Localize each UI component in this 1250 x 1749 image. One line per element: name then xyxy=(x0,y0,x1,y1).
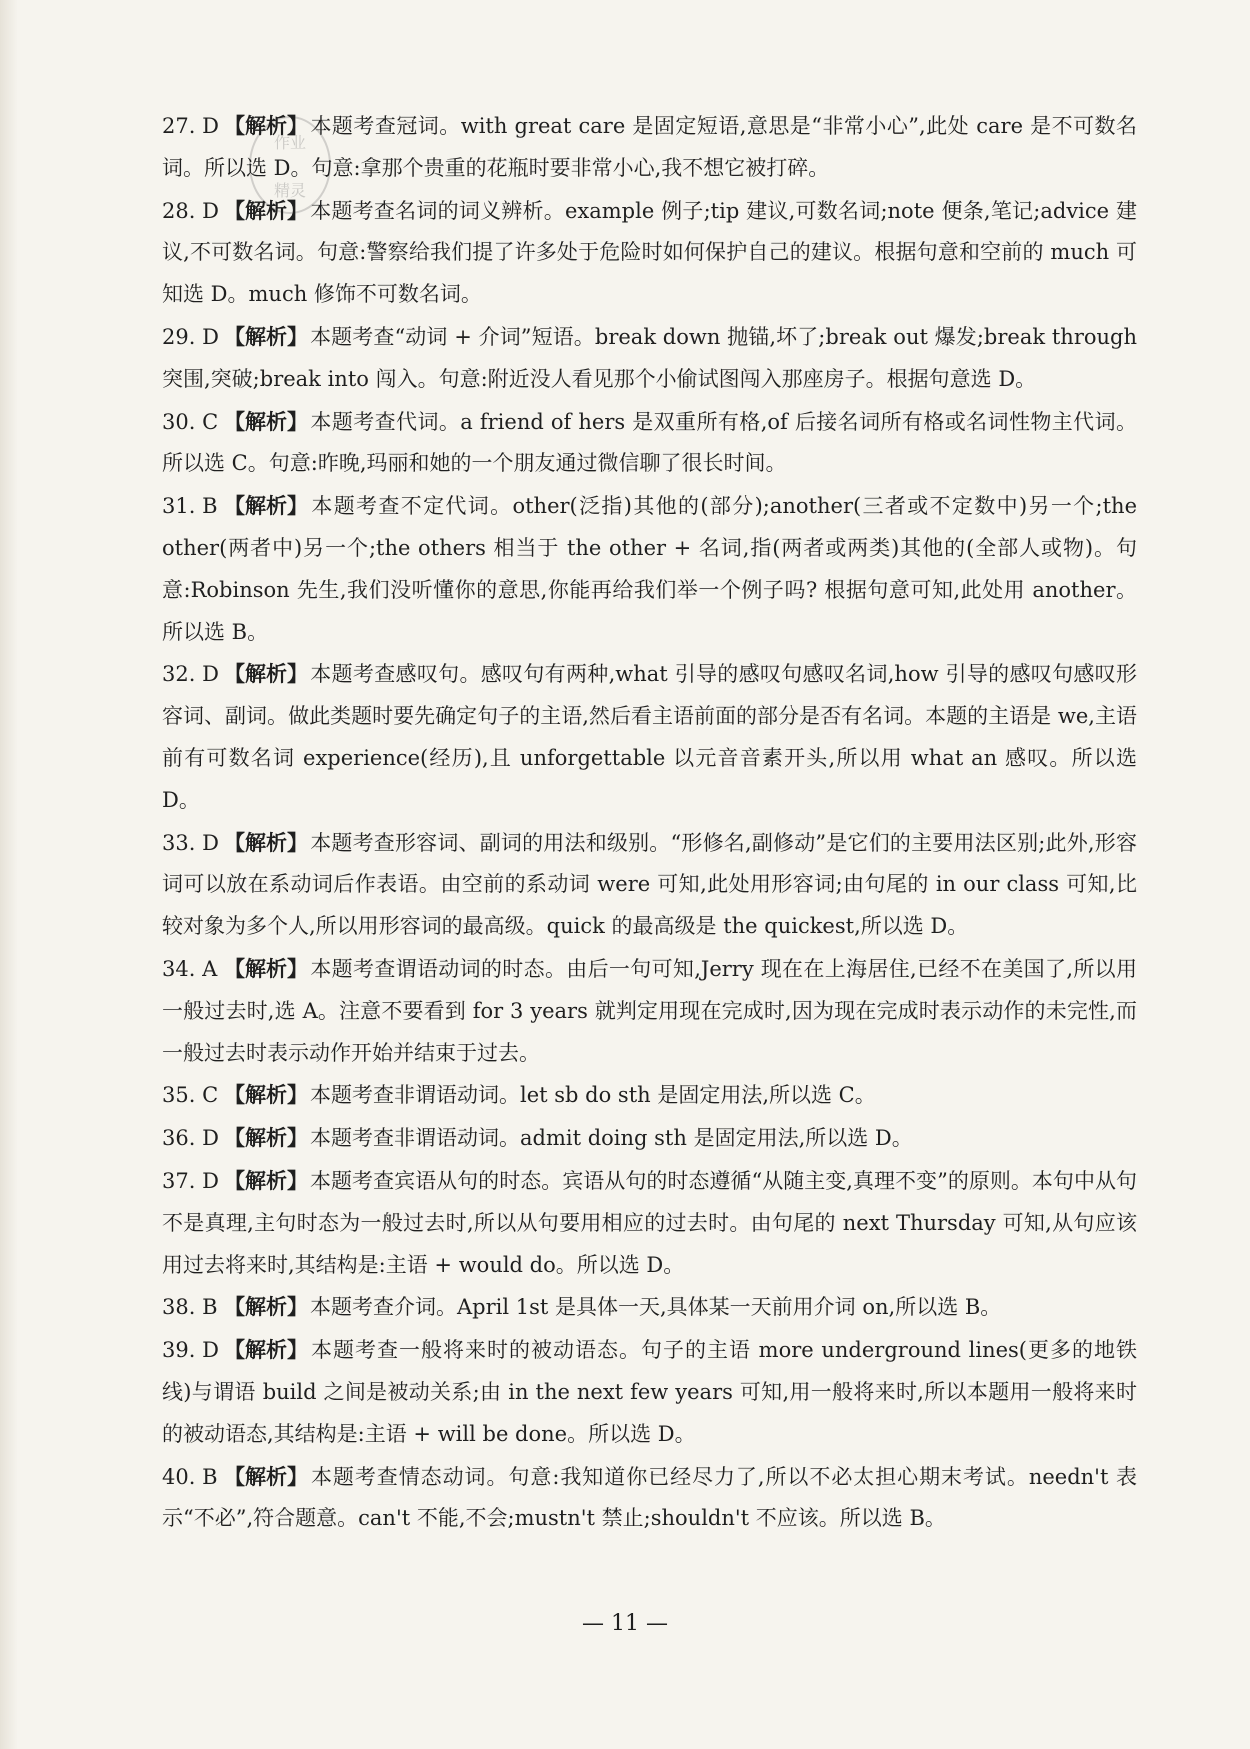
analysis-tag: 【解析】 xyxy=(224,1463,308,1489)
analysis-tag: 【解析】 xyxy=(224,1337,308,1363)
question-number: 39. D xyxy=(162,1338,219,1363)
question-number: 31. B xyxy=(162,494,218,519)
explanation-text: 本题考查代词。a friend of hers 是双重所有格,of 后接名词所有格或名词性物主代词。所以选 C。句意:昨晚,玛丽和她的一个朋友通过微信聊了很长时间。 xyxy=(162,409,1137,476)
explanation-item-31 xyxy=(162,485,1137,653)
question-number: 29. D xyxy=(162,324,219,349)
explanation-text: 本题考查宾语从句的时态。宾语从句的时态遵循“从随主变,真理不变”的原则。本句中从句不是真理,主句时态为一般过去时,所以从句要用相应的过去时。由句尾的 next Thursday 可知,从句应该用过去将来时,其结构是:主语 + would do。所以选 D。 xyxy=(162,1168,1137,1277)
analysis-tag: 【解析】 xyxy=(224,323,308,349)
explanation-text: 本题考查介词。April 1st 是具体一天,具体某一天前用介词 on,所以选 B。 xyxy=(310,1295,1002,1320)
question-number: 37. D xyxy=(162,1168,219,1193)
explanation-text: 本题考查冠词。with great care 是固定短语,意思是“非常小心”,此处 care 是不可数名词。所以选 D。句意:拿那个贵重的花瓶时要非常小心,我不想它被打碎。 xyxy=(162,114,1137,180)
explanation-text: 本题考查非谓语动词。admit doing sth 是固定用法,所以选 D。 xyxy=(310,1126,913,1151)
explanation-item-30 xyxy=(162,401,1137,486)
explanation-item-29 xyxy=(162,316,1137,401)
explanation-text: 本题考查谓语动词的时态。由后一句可知,Jerry 现在在上海居住,已经不在美国了,所以用一般过去时,选 A。注意不要看到 for 3 years 就判定用现在完成时,因为现在完成时表示动作的未完性,而一般过去时表示动作开始并结束于过去。 xyxy=(162,956,1137,1065)
explanation-item-34 xyxy=(162,948,1137,1074)
explanation-text: 本题考查非谓语动词。let sb do sth 是固定用法,所以选 C。 xyxy=(310,1083,876,1108)
question-number: 28. D xyxy=(162,198,219,223)
explanation-text: 本题考查形容词、副词的用法和级别。“形修名,副修动”是它们的主要用法区别;此外,形容词可以放在系动词后作表语。由空前的系动词 were 可知,此处用形容词;由句尾的 in our class 可知,比较对象为多个人,所以用形容词的最高级。quick 的最高级是 the quickest,所以选 D。 xyxy=(162,830,1137,939)
explanation-text: 本题考查“动词 + 介词”短语。break down 抛锚,坏了;break out 爆发;break through 突围,突破;break into 闯入。句意:附近没人看见那个小偷试图闯入那座房子。根据句意选 D。 xyxy=(162,324,1137,391)
analysis-tag: 【解析】 xyxy=(224,955,308,981)
question-number: 35. C xyxy=(162,1083,219,1108)
explanation-text: 本题考查情态动词。句意:我知道你已经尽力了,所以不必太担心期末考试。needn't 表示“不必”,符合题意。can't 不能,不会;mustn't 禁止;shouldn't 不应该。所以选 B。 xyxy=(162,1464,1137,1531)
svg-text:作业: 作业 xyxy=(273,133,307,152)
explanation-item-37 xyxy=(162,1160,1137,1286)
svg-text:精灵: 精灵 xyxy=(273,181,307,200)
analysis-tag: 【解析】 xyxy=(224,408,308,434)
question-number: 30. C xyxy=(162,409,219,434)
analysis-tag: 【解析】 xyxy=(224,661,308,687)
question-number: 34. A xyxy=(162,956,218,981)
explanation-text: 本题考查不定代词。other(泛指)其他的(部分);another(三者或不定数中)另一个;the other(两者中)另一个;the others 相当于 the other + 名词,指(两者或两类)其他的(全部人或物)。句意:Robinson 先生,我们没听懂你的意思,你能再给我们举一个例子吗? 根据句意可知,此处用 another。所以选 B。 xyxy=(162,494,1137,644)
explanation-item-35 xyxy=(162,1074,1137,1117)
question-number: 38. B xyxy=(162,1295,218,1320)
analysis-tag: 【解析】 xyxy=(224,1125,308,1151)
question-number: 36. D xyxy=(162,1126,219,1151)
analysis-tag: 【解析】 xyxy=(224,1294,308,1320)
explanation-text: 本题考查名词的词义辨析。example 例子;tip 建议,可数名词;note 便条,笔记;advice 建议,不可数名词。句意:警察给我们提了许多处于危险时如何保护自己的建议。根据句意和空前的 much 可知选 D。much 修饰不可数名词。 xyxy=(162,198,1137,307)
explanation-item-40 xyxy=(162,1456,1137,1541)
explanation-item-27 xyxy=(162,105,1137,190)
explanation-item-28 xyxy=(162,190,1137,316)
analysis-tag: 【解析】 xyxy=(224,493,308,519)
question-number: 33. D xyxy=(162,830,219,855)
explanation-text: 本题考查感叹句。感叹句有两种,what 引导的感叹句感叹名词,how 引导的感叹句感叹形容词、副词。做此类题时要先确定句子的主语,然后看主语前面的部分是否有名词。本题的主语是 we,主语前有可数名词 experience(经历),且 unforgettable 以元音音素开头,所以用 what an 感叹。所以选 D。 xyxy=(162,662,1137,812)
explanation-item-36 xyxy=(162,1117,1137,1160)
analysis-tag: 【解析】 xyxy=(224,1082,308,1108)
question-number: 32. D xyxy=(162,662,219,687)
explanation-item-39 xyxy=(162,1329,1137,1455)
explanation-text: 本题考查一般将来时的被动语态。句子的主语 more underground lines(更多的地铁线)与谓语 build 之间是被动关系;由 in the next few years 可知,用一般将来时,所以本题用一般将来时的被动语态,其结构是:主语 + will be done。所以选 D。 xyxy=(162,1338,1137,1446)
question-number: 40. B xyxy=(162,1464,218,1489)
explanation-item-32 xyxy=(162,653,1137,821)
explanation-item-38 xyxy=(162,1286,1137,1329)
question-number: 27. D xyxy=(162,114,219,138)
explanation-item-33 xyxy=(162,822,1137,948)
page-torn-edge xyxy=(0,0,18,1749)
analysis-tag: 【解析】 xyxy=(224,197,308,223)
analysis-tag: 【解析】 xyxy=(224,1167,308,1193)
analysis-tag: 【解析】 xyxy=(224,829,308,855)
analysis-tag: 【解析】 xyxy=(224,113,308,138)
answer-explanations xyxy=(162,105,1137,1540)
page-number: — 11 — xyxy=(582,1611,668,1636)
